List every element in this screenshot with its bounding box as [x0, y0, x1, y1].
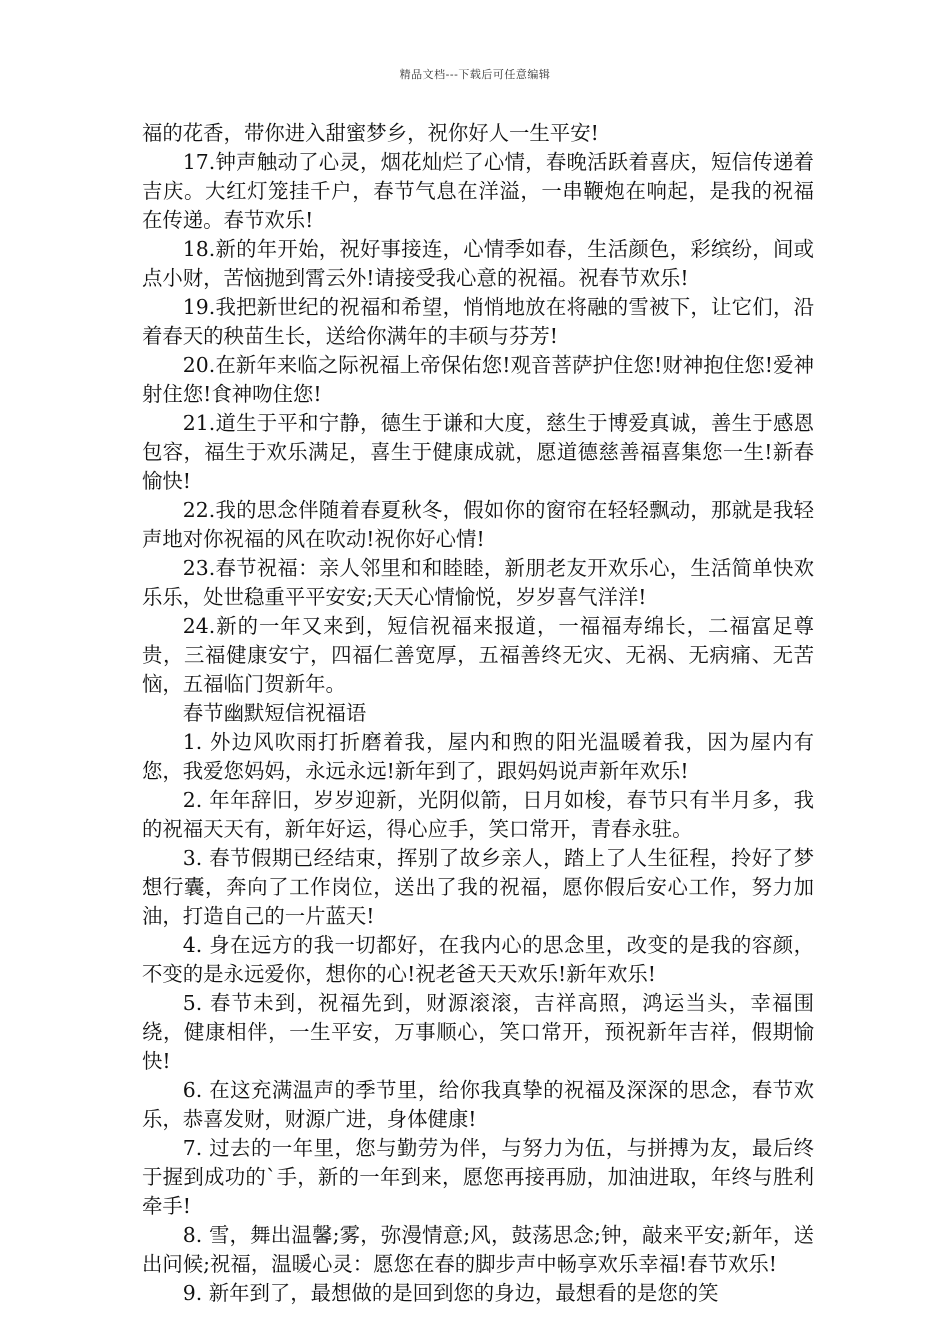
paragraph: 20.在新年来临之际祝福上帝保佑您!观音菩萨护住您!财神抱住您!爱神射住您!食神吻住您! [142, 353, 814, 406]
paragraph: 6. 在这充满温声的季节里，给你我真挚的祝福及深深的思念，春节欢乐，恭喜发财，财源广进，身体健康! [142, 1078, 814, 1131]
paragraph: 18.新的年开始，祝好事接连，心情季如春，生活颜色，彩缤纷，间或点小财，苦恼抛到霄云外!请接受我心意的祝福。祝春节欢乐! [142, 237, 814, 290]
paragraph: 22.我的思念伴随着春夏秋冬，假如你的窗帘在轻轻飘动，那就是我轻声地对你祝福的风在吹动!祝你好心情! [142, 498, 814, 551]
paragraph: 3. 春节假期已经结束，挥别了故乡亲人，踏上了人生征程，拎好了梦想行囊，奔向了工作岗位，送出了我的祝福，愿你假后安心工作，努力加油，打造自己的一片蓝天! [142, 846, 814, 928]
paragraph: 17.钟声触动了心灵，烟花灿烂了心情，春晚活跃着喜庆，短信传递着吉庆。大红灯笼挂千户，春节气息在洋溢，一串鞭炮在响起，是我的祝福在传递。春节欢乐! [142, 150, 814, 232]
page-header: 精品文档---下载后可任意编辑 [399, 68, 551, 81]
paragraph: 21.道生于平和宁静，德生于谦和大度，慈生于博爱真诚，善生于感恩包容，福生于欢乐满足，喜生于健康成就，愿道德慈善福喜集您一生!新春愉快! [142, 411, 814, 493]
paragraph: 福的花香，带你进入甜蜜梦乡，祝你好人一生平安! [142, 121, 599, 145]
paragraph: 9. 新年到了，最想做的是回到您的身边，最想看的是您的笑 [182, 1281, 719, 1305]
paragraph: 2. 年年辞旧，岁岁迎新，光阴似箭，日月如梭，春节只有半月多，我的祝福天天有，新年好运，得心应手，笑口常开，青春永驻。 [142, 788, 814, 841]
paragraph: 1. 外边风吹雨打折磨着我，屋内和煦的阳光温暖着我，因为屋内有您，我爱您妈妈，永远永远!新年到了，跟妈妈说声新年欢乐! [142, 730, 814, 783]
document-body [142, 119, 814, 1308]
paragraph: 春节幽默短信祝福语 [182, 701, 367, 725]
paragraph: 5. 春节未到，祝福先到，财源滚滚，吉祥高照，鸿运当头，幸福围绕，健康相伴，一生平安，万事顺心，笑口常开，预祝新年吉祥，假期愉快! [142, 991, 814, 1073]
paragraph: 7. 过去的一年里，您与勤劳为伴，与努力为伍，与拼搏为友，最后终于握到成功的`手，新的一年到来，愿您再接再励，加油进取，年终与胜利牵手! [142, 1136, 814, 1218]
paragraph: 23.春节祝福：亲人邻里和和睦睦，新朋老友开欢乐心，生活简单快欢乐乐，处世稳重平平安安;天天心情愉悦，岁岁喜气洋洋! [142, 556, 814, 609]
paragraph: 24.新的一年又来到，短信祝福来报道，一福福寿绵长，二福富足尊贵，三福健康安宁，四福仁善宽厚，五福善终无灾、无祸、无病痛、无苦恼，五福临门贺新年。 [142, 614, 814, 696]
paragraph: 8. 雪，舞出温馨;雾，弥漫情意;风，鼓荡思念;钟，敲来平安;新年，送出问候;祝福，温暖心灵：愿您在春的脚步声中畅享欢乐幸福!春节欢乐! [142, 1223, 814, 1276]
paragraph: 19.我把新世纪的祝福和希望，悄悄地放在将融的雪被下，让它们，沿着春天的秧苗生长，送给你满年的丰硕与芬芳! [142, 295, 814, 348]
paragraph: 4. 身在远方的我一切都好，在我内心的思念里，改变的是我的容颜，不变的是永远爱你，想你的心!祝老爸天天欢乐!新年欢乐! [142, 933, 814, 986]
